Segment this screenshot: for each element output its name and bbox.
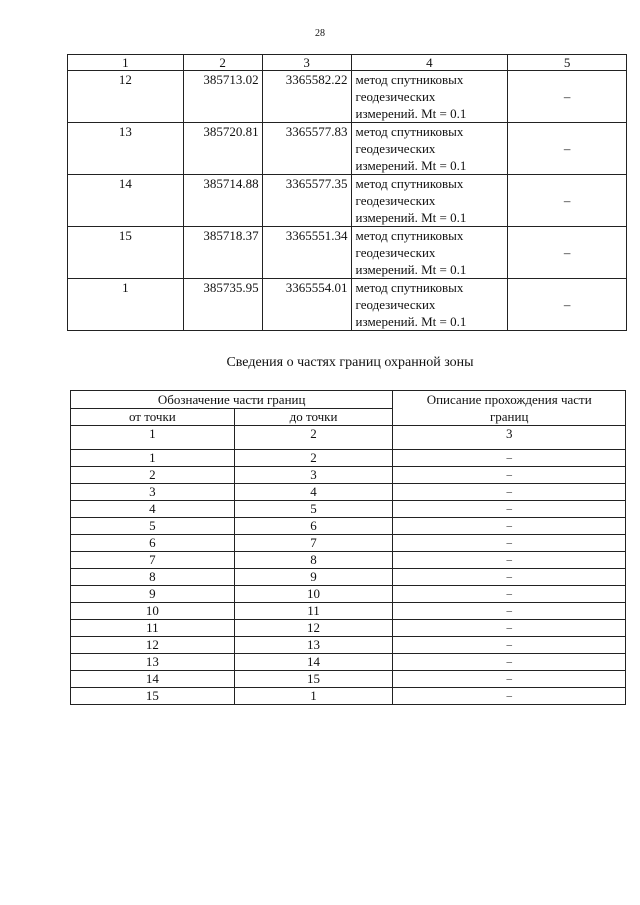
method-line: геодезических bbox=[355, 245, 436, 260]
from-point-cell: 1 bbox=[71, 450, 235, 467]
method-line: измерений. Mt = 0.1 bbox=[355, 262, 467, 277]
description-header-line2: границ bbox=[489, 409, 529, 424]
to-point-cell: 5 bbox=[234, 501, 393, 518]
y-coordinate-cell: 3365577.83 bbox=[262, 123, 351, 175]
description-cell: – bbox=[393, 620, 626, 637]
parts-index-row bbox=[71, 426, 626, 450]
description-cell: – bbox=[393, 450, 626, 467]
description-cell: – bbox=[393, 688, 626, 705]
page-number: 28 bbox=[315, 28, 325, 39]
boundary-parts-table-body bbox=[71, 391, 626, 705]
description-cell: – bbox=[393, 484, 626, 501]
method-line: метод спутниковых bbox=[355, 280, 464, 295]
table-row bbox=[71, 467, 626, 484]
point-number-cell: 14 bbox=[68, 175, 184, 227]
method-line: геодезических bbox=[355, 89, 436, 104]
method-line: измерений. Mt = 0.1 bbox=[355, 158, 467, 173]
method-cell bbox=[351, 175, 508, 227]
method-line: измерений. Mt = 0.1 bbox=[355, 106, 467, 121]
method-cell bbox=[351, 279, 508, 331]
method-line: геодезических bbox=[355, 141, 436, 156]
from-point-cell: 4 bbox=[71, 501, 235, 518]
to-point-cell: 3 bbox=[234, 467, 393, 484]
index-cell-3: 3 bbox=[393, 426, 626, 450]
description-cell: – bbox=[393, 535, 626, 552]
description-cell: – bbox=[393, 501, 626, 518]
to-point-cell: 9 bbox=[234, 569, 393, 586]
x-coordinate-cell: 385714.88 bbox=[183, 175, 262, 227]
table-row bbox=[71, 552, 626, 569]
note-cell: – bbox=[508, 279, 627, 331]
method-line: метод спутниковых bbox=[355, 176, 464, 191]
method-line: геодезических bbox=[355, 297, 436, 312]
table-row bbox=[71, 671, 626, 688]
to-point-cell: 13 bbox=[234, 637, 393, 654]
from-point-cell: 5 bbox=[71, 518, 235, 535]
to-point-cell: 6 bbox=[234, 518, 393, 535]
x-coordinate-cell: 385713.02 bbox=[183, 71, 262, 123]
from-point-cell: 9 bbox=[71, 586, 235, 603]
point-number-cell: 12 bbox=[68, 71, 184, 123]
col-header-1: 1 bbox=[68, 55, 184, 71]
description-cell: – bbox=[393, 586, 626, 603]
table-row bbox=[68, 227, 627, 279]
coordinates-table-body bbox=[68, 55, 627, 331]
note-cell: – bbox=[508, 227, 627, 279]
table-row bbox=[71, 603, 626, 620]
y-coordinate-cell: 3365554.01 bbox=[262, 279, 351, 331]
to-point-cell: 4 bbox=[234, 484, 393, 501]
table-row bbox=[71, 620, 626, 637]
col-header-5: 5 bbox=[508, 55, 627, 71]
x-coordinate-cell: 385718.37 bbox=[183, 227, 262, 279]
x-coordinate-cell: 385735.95 bbox=[183, 279, 262, 331]
to-point-cell: 14 bbox=[234, 654, 393, 671]
note-cell: – bbox=[508, 123, 627, 175]
index-cell-1: 1 bbox=[71, 426, 235, 450]
table-row bbox=[71, 586, 626, 603]
table-row bbox=[71, 637, 626, 654]
point-number-cell: 1 bbox=[68, 279, 184, 331]
index-cell-2: 2 bbox=[234, 426, 393, 450]
to-point-cell: 7 bbox=[234, 535, 393, 552]
from-point-header: от точки bbox=[71, 409, 235, 426]
description-cell: – bbox=[393, 467, 626, 484]
table-row bbox=[68, 279, 627, 331]
section-title: Сведения о частях границ охранной зоны bbox=[226, 355, 474, 370]
from-point-cell: 14 bbox=[71, 671, 235, 688]
y-coordinate-cell: 3365551.34 bbox=[262, 227, 351, 279]
description-cell: – bbox=[393, 552, 626, 569]
y-coordinate-cell: 3365582.22 bbox=[262, 71, 351, 123]
method-line: метод спутниковых bbox=[355, 228, 464, 243]
from-point-cell: 10 bbox=[71, 603, 235, 620]
designation-header: Обозначение части границ bbox=[71, 391, 393, 409]
from-point-cell: 3 bbox=[71, 484, 235, 501]
from-point-cell: 6 bbox=[71, 535, 235, 552]
col-header-4: 4 bbox=[351, 55, 508, 71]
col-header-3: 3 bbox=[262, 55, 351, 71]
description-cell: – bbox=[393, 671, 626, 688]
description-cell: – bbox=[393, 637, 626, 654]
table-row bbox=[71, 501, 626, 518]
table-row bbox=[71, 569, 626, 586]
description-cell: – bbox=[393, 603, 626, 620]
description-cell: – bbox=[393, 569, 626, 586]
method-line: измерений. Mt = 0.1 bbox=[355, 314, 467, 329]
table-row bbox=[71, 450, 626, 467]
table-row bbox=[68, 175, 627, 227]
description-cell: – bbox=[393, 654, 626, 671]
description-cell: – bbox=[393, 518, 626, 535]
method-line: измерений. Mt = 0.1 bbox=[355, 210, 467, 225]
method-line: геодезических bbox=[355, 193, 436, 208]
point-number-cell: 13 bbox=[68, 123, 184, 175]
method-cell bbox=[351, 71, 508, 123]
table-row bbox=[68, 123, 627, 175]
x-coordinate-cell: 385720.81 bbox=[183, 123, 262, 175]
to-point-cell: 10 bbox=[234, 586, 393, 603]
table-row bbox=[68, 71, 627, 123]
table-row bbox=[71, 535, 626, 552]
from-point-cell: 13 bbox=[71, 654, 235, 671]
to-point-cell: 15 bbox=[234, 671, 393, 688]
to-point-cell: 11 bbox=[234, 603, 393, 620]
coordinates-table bbox=[67, 54, 627, 331]
parts-group-header-row bbox=[71, 391, 626, 409]
method-cell bbox=[351, 123, 508, 175]
to-point-cell: 12 bbox=[234, 620, 393, 637]
from-point-cell: 11 bbox=[71, 620, 235, 637]
note-cell: – bbox=[508, 71, 627, 123]
table-row bbox=[71, 688, 626, 705]
from-point-cell: 2 bbox=[71, 467, 235, 484]
note-cell: – bbox=[508, 175, 627, 227]
from-point-cell: 15 bbox=[71, 688, 235, 705]
description-header-line1: Описание прохождения части bbox=[426, 392, 592, 407]
y-coordinate-cell: 3365577.35 bbox=[262, 175, 351, 227]
boundary-parts-table bbox=[70, 390, 626, 705]
point-number-cell: 15 bbox=[68, 227, 184, 279]
table-row bbox=[71, 484, 626, 501]
col-header-2: 2 bbox=[183, 55, 262, 71]
coordinates-header-row bbox=[68, 55, 627, 71]
to-point-cell: 8 bbox=[234, 552, 393, 569]
method-cell bbox=[351, 227, 508, 279]
method-line: метод спутниковых bbox=[355, 72, 464, 87]
to-point-cell: 1 bbox=[234, 688, 393, 705]
method-line: метод спутниковых bbox=[355, 124, 464, 139]
to-point-header: до точки bbox=[234, 409, 393, 426]
description-header bbox=[393, 391, 626, 426]
from-point-cell: 12 bbox=[71, 637, 235, 654]
table-row bbox=[71, 518, 626, 535]
to-point-cell: 2 bbox=[234, 450, 393, 467]
from-point-cell: 7 bbox=[71, 552, 235, 569]
table-row bbox=[71, 654, 626, 671]
from-point-cell: 8 bbox=[71, 569, 235, 586]
